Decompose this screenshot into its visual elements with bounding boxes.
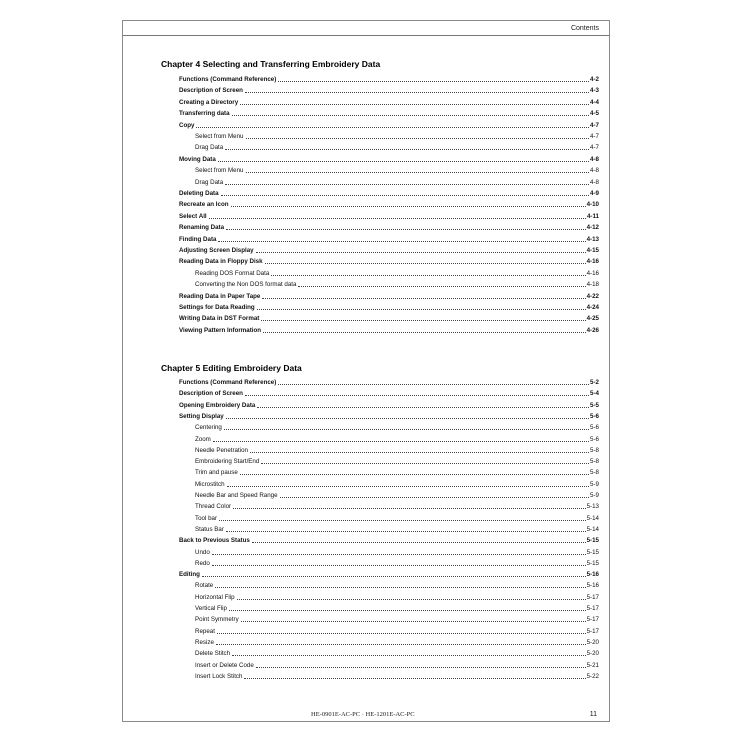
dot-leader <box>241 621 586 622</box>
toc-entry-page: 5-6 <box>590 424 599 432</box>
toc-entry-title: Point Symmetry <box>195 616 239 624</box>
dot-leader <box>231 206 586 207</box>
dot-leader <box>218 161 589 162</box>
toc-entry-title: Undo <box>195 548 210 556</box>
toc-entry[interactable] <box>195 444 599 455</box>
toc-entry-title: Finding Data <box>179 235 217 243</box>
toc-entry-title: Select All <box>179 212 207 220</box>
toc-entry-page: 4-9 <box>590 190 599 197</box>
toc-entry-page: 5-9 <box>590 480 599 488</box>
toc-entry-title: Resize <box>195 638 214 646</box>
toc-entry-title: Renaming Data <box>179 224 225 232</box>
toc-entry[interactable] <box>195 546 599 557</box>
toc-entry[interactable] <box>195 512 599 523</box>
dot-leader <box>261 463 589 464</box>
toc-entry-title: Thread Color <box>195 503 232 511</box>
toc-entry-title: Needle Penetration <box>195 446 248 454</box>
toc-entry-page: 5-14 <box>586 514 599 522</box>
toc-entry-page: 5-16 <box>586 582 599 590</box>
toc-entry-page: 5-13 <box>586 503 599 511</box>
toc-entry-page: 4-8 <box>590 167 599 175</box>
toc-entry[interactable] <box>195 433 599 444</box>
toc-entry-title: Recreate an Icon <box>179 201 229 209</box>
toc-entry[interactable] <box>179 119 599 130</box>
toc-entry-page: 4-12 <box>586 224 599 232</box>
toc-entry-page: 5-2 <box>590 379 599 386</box>
toc-entry[interactable] <box>179 73 599 84</box>
dot-leader <box>217 633 586 634</box>
toc-entry-title: Centering <box>195 424 222 432</box>
dot-leader <box>233 508 585 509</box>
toc-entry-page: 4-15 <box>586 247 599 254</box>
dot-leader <box>202 576 586 577</box>
toc-entry[interactable] <box>179 187 599 198</box>
toc-entry[interactable] <box>179 387 599 398</box>
toc-entry[interactable] <box>195 625 599 636</box>
toc-entry[interactable] <box>195 489 599 500</box>
toc-entry-title: Microstitch <box>195 480 225 488</box>
dot-leader <box>237 599 586 600</box>
dot-leader <box>229 610 586 611</box>
toc-entry-title: Horizontal Flip <box>195 593 235 601</box>
toc-entry-title: Vertical Flip <box>195 605 227 612</box>
dot-leader <box>257 309 586 310</box>
toc-entry-page: 4-22 <box>586 292 599 300</box>
toc-entry[interactable] <box>195 466 599 477</box>
dot-leader <box>262 298 585 299</box>
toc-entry-page: 4-10 <box>586 201 599 209</box>
toc-entry-title: Rotate <box>195 582 214 590</box>
toc-entry-page: 5-17 <box>586 605 599 612</box>
toc-entry-page: 5-5 <box>590 401 599 409</box>
toc-entry-page: 4-18 <box>586 281 599 289</box>
toc-entry-page: 4-16 <box>586 258 599 266</box>
toc-entry-title: Tool bar <box>195 514 218 522</box>
dot-leader <box>232 115 590 116</box>
toc-entry[interactable] <box>195 500 599 511</box>
toc-entry-title: Setting Display <box>179 412 224 420</box>
toc-entry-page: 5-14 <box>586 525 599 533</box>
dot-leader <box>226 229 586 230</box>
dot-leader <box>271 275 585 276</box>
toc-entry-title: Viewing Pattern Information <box>179 326 262 334</box>
toc-entry[interactable] <box>195 557 599 568</box>
toc-entry[interactable] <box>195 613 599 624</box>
toc-entry[interactable] <box>179 399 599 410</box>
toc-entry-page: 4-5 <box>590 110 599 118</box>
toc-entry[interactable] <box>195 176 599 187</box>
toc-entry-title: Insert Lock Stitch <box>195 672 243 680</box>
toc-entry-title: Functions (Command Reference) <box>179 76 277 83</box>
chapter-5-heading: Chapter 5 Editing Embroidery Data <box>161 363 302 373</box>
toc-entry-title: Functions (Command Reference) <box>179 379 277 386</box>
dot-leader <box>246 138 590 139</box>
toc-entry[interactable] <box>195 278 599 289</box>
toc-entry-page: 5-15 <box>586 559 599 567</box>
header-section-label: Contents <box>570 25 599 32</box>
dot-leader <box>221 195 590 196</box>
dot-leader <box>245 395 589 396</box>
dot-leader <box>298 286 585 287</box>
toc-entry-title: Repeat <box>195 627 215 635</box>
toc-entry-title: Insert or Delete Code <box>195 661 254 669</box>
dot-leader <box>232 655 586 656</box>
dot-leader <box>246 172 590 173</box>
toc-entry[interactable] <box>179 198 599 209</box>
toc-entry-title: Opening Embroidery Data <box>179 401 256 409</box>
toc-entry-title: Delete Stitch <box>195 650 231 658</box>
toc-entry-page: 5-17 <box>586 593 599 601</box>
toc-entry-title: Status Bar <box>195 525 224 533</box>
document-page <box>122 20 610 722</box>
dot-leader <box>215 587 585 588</box>
dot-leader <box>263 332 586 333</box>
toc-entry-title: Reading DOS Format Data <box>195 269 270 277</box>
dot-leader <box>256 252 586 253</box>
toc-entry[interactable] <box>179 107 599 118</box>
header-rule <box>123 35 609 36</box>
toc-entry-page: 5-17 <box>586 616 599 624</box>
dot-leader <box>245 92 589 93</box>
dot-leader <box>250 452 589 453</box>
toc-entry-title: Embroidering Start/End <box>195 458 260 466</box>
toc-entry-title: Converting the Non DOS format data <box>195 281 297 289</box>
toc-entry-page: 5-6 <box>590 412 599 420</box>
dot-leader <box>261 320 585 321</box>
toc-entry-page: 5-6 <box>590 435 599 443</box>
dot-leader <box>219 520 586 521</box>
toc-entry-title: Reading Data in Paper Tape <box>179 292 261 300</box>
toc-entry[interactable] <box>179 312 599 323</box>
footer-page-number: 11 <box>589 711 597 718</box>
toc-entry[interactable] <box>179 233 599 244</box>
toc-entry-title: Select from Menu <box>195 133 244 140</box>
dot-leader <box>212 554 586 555</box>
toc-entry-page: 5-17 <box>586 627 599 635</box>
toc-entry-page: 5-9 <box>590 492 599 499</box>
dot-leader <box>213 441 589 442</box>
toc-entry-page: 5-8 <box>590 446 599 454</box>
dot-leader <box>265 263 586 264</box>
dot-leader <box>244 678 585 679</box>
toc-entry-title: Description of Screen <box>179 390 243 398</box>
dot-leader <box>226 418 589 419</box>
toc-entry-page: 5-20 <box>586 638 599 646</box>
dot-leader <box>257 407 589 408</box>
toc-entry-page: 5-20 <box>586 650 599 658</box>
toc-entry-title: Drag Data <box>195 144 224 152</box>
toc-entry[interactable] <box>195 636 599 647</box>
toc-entry-page: 4-7 <box>590 133 599 140</box>
toc-entry-page: 5-8 <box>590 458 599 466</box>
toc-entry-title: Moving Data <box>179 155 216 163</box>
toc-entry[interactable] <box>179 84 599 95</box>
toc-entry[interactable] <box>179 153 599 164</box>
toc-entry[interactable] <box>195 421 599 432</box>
dot-leader <box>225 149 589 150</box>
toc-entry[interactable] <box>179 410 599 421</box>
dot-leader <box>278 384 589 385</box>
dot-leader <box>278 81 589 82</box>
toc-entry-title: Drag Data <box>195 178 224 186</box>
toc-entry[interactable] <box>195 164 599 175</box>
toc-entry-title: Description of Screen <box>179 87 243 95</box>
toc-entry[interactable] <box>179 568 599 579</box>
footer-document-code: HE-0901E-AC-PC · HE-1201E-AC-PC <box>311 711 415 718</box>
toc-entry-page: 5-4 <box>590 390 599 398</box>
toc-entry-page: 4-11 <box>586 212 599 220</box>
dot-leader <box>216 644 586 645</box>
dot-leader <box>240 104 589 105</box>
toc-entry-page: 4-13 <box>586 235 599 243</box>
toc-entry[interactable] <box>195 659 599 670</box>
toc-entry-title: Back to Previous Status <box>179 537 250 545</box>
dot-leader <box>252 542 586 543</box>
toc-entry[interactable] <box>179 244 599 255</box>
toc-entry-title: Select from Menu <box>195 167 244 175</box>
toc-entry-title: Writing Data in DST Format <box>179 315 260 323</box>
toc-entry-page: 5-21 <box>586 661 599 669</box>
toc-entry-page: 4-7 <box>590 144 599 152</box>
toc-entry-title: Reading Data in Floppy Disk <box>179 258 263 266</box>
toc-entry[interactable] <box>179 221 599 232</box>
dot-leader <box>280 497 589 498</box>
dot-leader <box>196 127 589 128</box>
toc-entry-title: Editing <box>179 571 200 579</box>
toc-entry-page: 4-25 <box>586 315 599 323</box>
dot-leader <box>209 218 586 219</box>
toc-entry-page: 4-8 <box>590 178 599 186</box>
toc-entry-title: Trim and pause <box>195 469 238 477</box>
toc-entry[interactable] <box>179 534 599 545</box>
toc-entry[interactable] <box>179 301 599 312</box>
toc-entry-page: 5-15 <box>586 537 599 545</box>
toc-entry-title: Needle Bar and Speed Range <box>195 492 278 499</box>
toc-entry-page: 5-15 <box>586 548 599 556</box>
dot-leader <box>224 429 589 430</box>
toc-entry-page: 4-2 <box>590 76 599 83</box>
toc-entry[interactable] <box>195 141 599 152</box>
toc-entry[interactable] <box>195 523 599 534</box>
toc-entry-page: 4-7 <box>590 121 599 129</box>
toc-entry-title: Deleting Data <box>179 190 219 197</box>
toc-entry[interactable] <box>179 255 599 266</box>
toc-entry-page: 4-26 <box>586 326 599 334</box>
toc-entry-title: Zoom <box>195 435 211 443</box>
toc-entry-page: 5-8 <box>590 469 599 477</box>
toc-entry[interactable] <box>179 376 599 387</box>
toc-entry-page: 4-3 <box>590 87 599 95</box>
toc-entry[interactable] <box>179 290 599 301</box>
toc-entry[interactable] <box>195 455 599 466</box>
dot-leader <box>218 241 585 242</box>
toc-entry[interactable] <box>195 670 599 681</box>
chapter-4-heading: Chapter 4 Selecting and Transferring Embroidery Data <box>161 59 381 69</box>
toc-entry[interactable] <box>179 210 599 221</box>
toc-entry-title: Transferring data <box>179 110 230 118</box>
toc-entry-title: Settings for Data Reading <box>179 304 255 311</box>
toc-entry[interactable] <box>195 591 599 602</box>
toc-entry-title: Copy <box>179 121 195 129</box>
toc-entry-title: Adjusting Screen Display <box>179 247 254 254</box>
dot-leader <box>256 667 586 668</box>
toc-entry-title: Creating a Directory <box>179 98 239 106</box>
toc-entry-page: 5-16 <box>586 571 599 579</box>
dot-leader <box>212 565 586 566</box>
toc-entry-page: 5-22 <box>586 672 599 680</box>
toc-entry-title: Redo <box>195 559 210 567</box>
dot-leader <box>227 486 589 487</box>
toc-entry[interactable] <box>195 602 599 613</box>
toc-entry-page: 4-24 <box>586 304 599 311</box>
toc-entry-page: 4-8 <box>590 155 599 163</box>
dot-leader <box>226 531 586 532</box>
toc-entry[interactable] <box>195 478 599 489</box>
toc-entry[interactable] <box>195 579 599 590</box>
toc-entry-page: 4-16 <box>586 269 599 277</box>
toc-entry[interactable] <box>195 130 599 141</box>
dot-leader <box>225 184 589 185</box>
dot-leader <box>240 474 589 475</box>
toc-entry[interactable] <box>179 96 599 107</box>
toc-entry[interactable] <box>179 324 599 335</box>
toc-entry-page: 4-4 <box>590 98 599 106</box>
toc-entry[interactable] <box>195 647 599 658</box>
toc-entry[interactable] <box>195 267 599 278</box>
